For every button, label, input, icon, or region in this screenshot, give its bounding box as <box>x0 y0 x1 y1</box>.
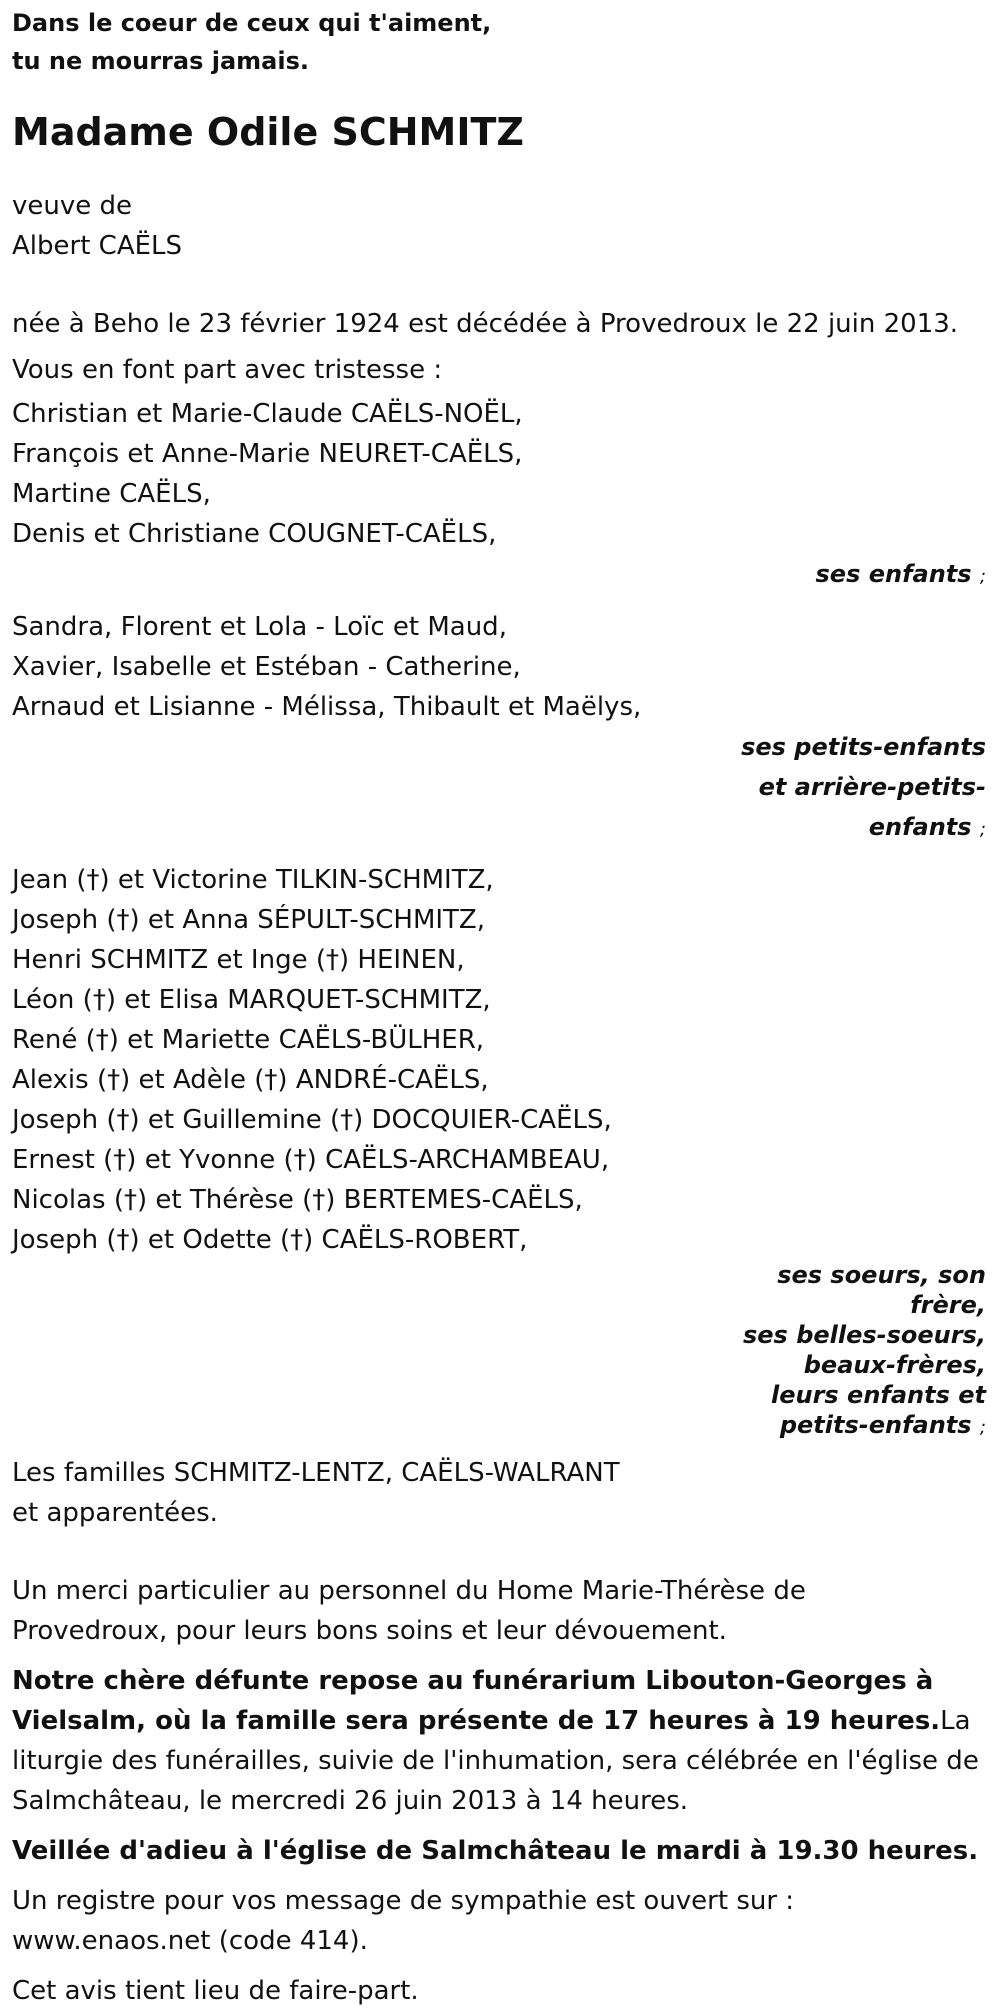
deceased-name: Madame Odile SCHMITZ <box>12 110 524 154</box>
funeral-bold-line-1: Notre chère défunte repose au funérarium Libouton-Georges à <box>12 1666 934 1696</box>
epitaph-line-1: Dans le coeur de ceux qui t'aiment, <box>12 9 492 37</box>
list-item: Henri SCHMITZ et Inge (†) HEINEN, <box>12 945 465 975</box>
grandchildren-label: ses petits-enfants et arrière-petits- enfants ; <box>741 733 986 841</box>
siblings-list <box>12 860 988 1260</box>
list-item: Sandra, Florent et Lola - Loïc et Maud, <box>12 612 507 642</box>
list-item: Léon (†) et Elisa MARQUET-SCHMITZ, <box>12 985 491 1015</box>
siblings-label: ses soeurs, son frère, ses belles-soeurs, beaux-frères, leurs enfants et petits-enfants ; <box>742 1261 986 1439</box>
families-line-1: Les familles SCHMITZ-LENTZ, CAËLS-WALRANT <box>12 1458 620 1488</box>
closing-line: Cet avis tient lieu de faire-part. <box>12 1976 419 2006</box>
list-item: Arnaud et Lisianne - Mélissa, Thibault et Maëlys, <box>12 692 642 722</box>
widow-of-label: veuve de <box>12 191 133 221</box>
list-item: Ernest (†) et Yvonne (†) CAËLS-ARCHAMBEAU, <box>12 1145 610 1175</box>
funeral-bold-line-2: Vielsalm, où la famille sera présente de 17 heures à 19 heures. <box>12 1706 941 1736</box>
families-line-2: et apparentées. <box>12 1498 218 1528</box>
registry-line-2: www.enaos.net (code 414). <box>12 1926 368 1956</box>
list-item: Martine CAËLS, <box>12 479 211 509</box>
list-item: Christian et Marie-Claude CAËLS-NOËL, <box>12 399 523 429</box>
thanks-line-2: Provedroux, pour leurs bons soins et leur dévouement. <box>12 1616 727 1646</box>
list-item: Joseph (†) et Guillemine (†) DOCQUIER-CAËLS, <box>12 1105 612 1135</box>
funeral-rest-line-3: Salmchâteau, le mercredi 26 juin 2013 à 14 heures. <box>12 1786 689 1816</box>
list-item: Joseph (†) et Anna SÉPULT-SCHMITZ, <box>12 905 486 935</box>
vigil-line: Veillée d'adieu à l'église de Salmchâteau le mardi à 19.30 heures. <box>12 1836 979 1866</box>
birth-death-line: née à Beho le 23 février 1924 est décédée à Provedroux le 22 juin 2013. <box>12 309 959 339</box>
list-item: Denis et Christiane COUGNET-CAËLS, <box>12 519 497 549</box>
announcement-intro: Vous en font part avec tristesse : <box>12 355 443 385</box>
funeral-rest-line-2: liturgie des funérailles, suivie de l'inhumation, sera célébrée en l'église de <box>12 1746 979 1776</box>
list-item: Xavier, Isabelle et Estéban - Catherine, <box>12 652 521 682</box>
list-item: Jean (†) et Victorine TILKIN-SCHMITZ, <box>12 865 494 895</box>
children-list <box>12 394 988 554</box>
list-item: Joseph (†) et Odette (†) CAËLS-ROBERT, <box>12 1225 528 1255</box>
registry-line-1: Un registre pour vos message de sympathie est ouvert sur : <box>12 1886 795 1916</box>
epitaph-line-2: tu ne mourras jamais. <box>12 47 309 75</box>
funeral-paragraph <box>12 1661 988 1821</box>
funeral-rest-start: La <box>940 1706 971 1736</box>
spouse-name: Albert CAËLS <box>12 231 183 261</box>
grandchildren-list <box>12 607 988 727</box>
list-item: François et Anne-Marie NEURET-CAËLS, <box>12 439 523 469</box>
children-label: ses enfants ; <box>815 560 986 588</box>
list-item: Alexis (†) et Adèle (†) ANDRÉ-CAËLS, <box>12 1065 489 1095</box>
thanks-line-1: Un merci particulier au personnel du Home Marie-Thérèse de <box>12 1576 806 1606</box>
list-item: René (†) et Mariette CAËLS-BÜLHER, <box>12 1025 485 1055</box>
list-item: Nicolas (†) et Thérèse (†) BERTEMES-CAËLS, <box>12 1185 583 1215</box>
